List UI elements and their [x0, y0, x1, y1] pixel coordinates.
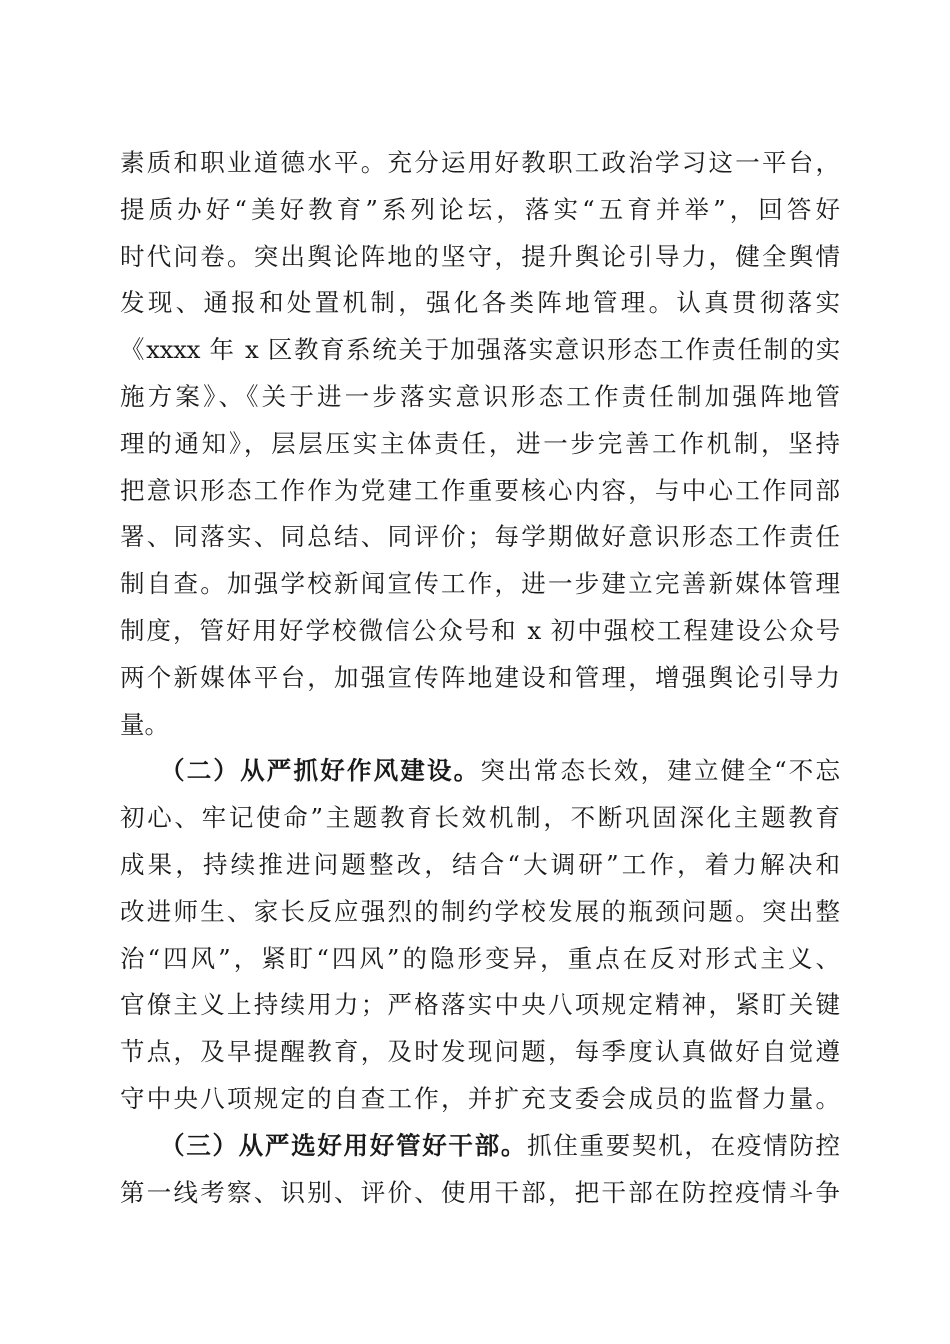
text-line: 节点，及早提醒教育，及时发现问题，每季度认真做好自觉遵	[120, 1037, 840, 1067]
text-line: 官僚主义上持续用力；严格落实中央八项规定精神，紧盯关键	[120, 990, 840, 1020]
section-heading: （三）从严选好用好管好干部。	[160, 1130, 528, 1160]
text-line: 成果，持续推进问题整改，结合“大调研”工作，着力解决和	[120, 849, 840, 879]
text-line: 施方案》、《关于进一步落实意识形态工作责任制加强阵地管	[120, 381, 840, 411]
text-line: 第一线考察、识别、评价、使用干部，把干部在防控疫情斗争	[120, 1177, 840, 1207]
text-line: 提质办好“美好教育”系列论坛，落实“五育并举”，回答好	[120, 194, 840, 224]
text-line: 两个新媒体平台，加强宣传阵地建设和管理，增强舆论引导力	[120, 662, 840, 692]
text-line: 守中央八项规定的自查工作，并扩充支委会成员的监督力量。	[120, 1083, 840, 1113]
section-work-style	[120, 748, 840, 1122]
text-line: 《xxxx 年 x 区教育系统关于加强落实意识形态工作责任制的实	[120, 335, 840, 365]
text-line: 治“四风”，紧盯“四风”的隐形变异，重点在反对形式主义、	[120, 943, 840, 973]
text-line: 制自查。加强学校新闻宣传工作，进一步建立完善新媒体管理	[120, 569, 840, 599]
body-text	[120, 140, 840, 1216]
text-line: 发现、通报和处置机制，强化各类阵地管理。认真贯彻落实	[120, 288, 840, 318]
paragraph-ideology	[120, 140, 840, 748]
text-line: 理的通知》，层层压实主体责任，进一步完善工作机制，坚持	[120, 428, 840, 458]
text-line: 制度，管好用好学校微信公众号和 x 初中强校工程建设公众号	[120, 615, 840, 645]
section-first-line-text: 抓住重要契机，在疫情防控	[527, 1130, 841, 1160]
text-line: 素质和职业道德水平。充分运用好教职工政治学习这一平台，	[120, 148, 840, 177]
section-first-line-text: 突出常态长效，建立健全“不忘	[480, 756, 840, 786]
text-line: 署、同落实、同总结、同评价；每学期做好意识形态工作责任	[120, 522, 840, 552]
section-first-line	[120, 1123, 840, 1170]
text-line: 时代问卷。突出舆论阵地的坚守，提升舆论引导力，健全舆情	[120, 241, 840, 271]
section-first-line	[120, 748, 840, 795]
section-heading: （二）从严抓好作风建设。	[160, 756, 481, 786]
text-line: 量。	[120, 709, 169, 739]
text-line: 改进师生、家长反应强烈的制约学校发展的瓶颈问题。突出整	[120, 896, 840, 926]
text-line: 把意识形态工作作为党建工作重要核心内容，与中心工作同部	[120, 475, 840, 505]
text-line: 初心、牢记使命”主题教育长效机制，不断巩固深化主题教育	[120, 803, 840, 833]
section-cadres	[120, 1123, 840, 1217]
